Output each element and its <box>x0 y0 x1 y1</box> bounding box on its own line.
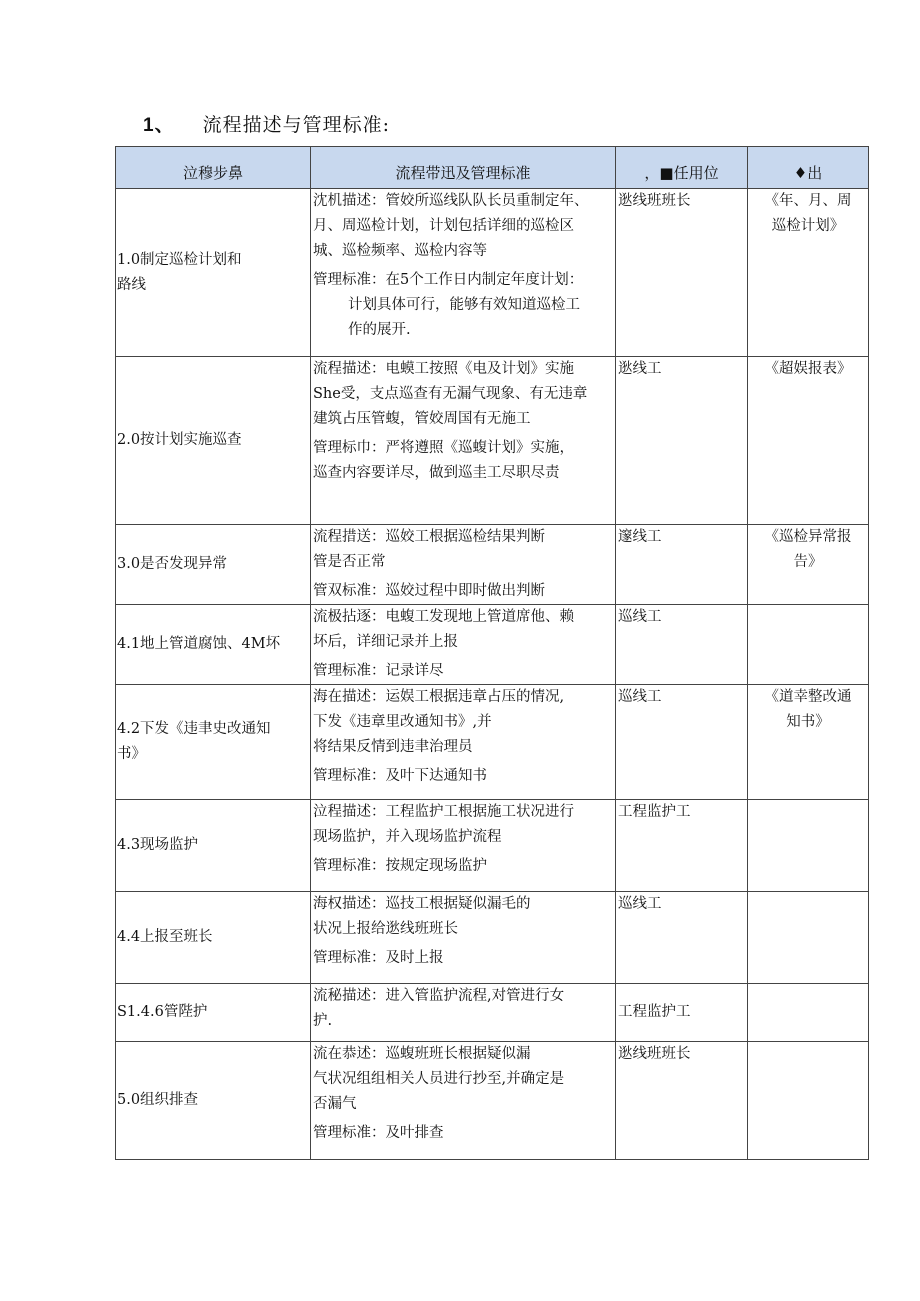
output-form-cell <box>748 1042 869 1160</box>
process-description-line: 沈机描述：管姣所巡线队队长员重制定年、 <box>313 193 589 209</box>
process-description-line: 海在描述：运娱工根据违章占压的情况, <box>313 689 565 705</box>
table-row <box>116 525 869 605</box>
process-description-line: 月、周巡检计划，计划包括详细的巡检区 <box>313 218 574 234</box>
role-cell: 逖线工 <box>616 357 748 525</box>
step-label-line: 4.3现场监护 <box>117 837 199 853</box>
header-step: 泣穆步鼻 <box>116 147 311 189</box>
output-form-line: 巡检计划》 <box>771 218 845 234</box>
process-description-line: 将结果反情到违聿治理员 <box>313 739 473 755</box>
description-cell <box>311 984 616 1042</box>
step-cell <box>116 605 311 685</box>
description-cell <box>311 892 616 984</box>
output-form-line: 告》 <box>793 554 823 570</box>
process-description-line: 海权描述：巡技工根据疑似漏毛的 <box>313 896 531 912</box>
process-description-line: 流极拈逐：电蝮工发现地上管道席他、赖 <box>313 609 574 625</box>
table-row <box>116 1042 869 1160</box>
process-description-line: 流秘描述：进入管监护流程,对管进行女 <box>313 988 565 1004</box>
output-form-cell <box>748 892 869 984</box>
header-output: ♦出 <box>748 147 869 189</box>
step-label-line: 4.2下发《违聿史改通知 <box>117 721 271 737</box>
step-cell <box>116 685 311 800</box>
step-label-line: 书》 <box>117 746 146 762</box>
process-description-line: 坏后，详细记录并上报 <box>313 634 458 650</box>
output-form-line: 《超娱报表》 <box>764 361 852 377</box>
output-form-cell <box>748 685 869 800</box>
management-standard-line: 管理标准：记录详尽 <box>313 663 444 679</box>
step-label-line: 1.0制定巡检计划和 <box>117 251 242 268</box>
process-description-line: 现场监护，并入现场监护流程 <box>313 829 502 845</box>
description-cell <box>311 357 616 525</box>
step-label-line: 2.0按计划实施巡查 <box>117 432 242 448</box>
process-description-line: 城、巡检频率、巡检内容等 <box>313 243 487 259</box>
management-standard-line: 管理标准：在5个工作日内制定年度计划： <box>313 272 584 288</box>
section-title: 流程描述与管理标准: <box>202 114 390 136</box>
step-cell <box>116 800 311 892</box>
management-standard-line: 作的展开. <box>348 322 411 338</box>
process-description-line: 状况上报给逖线班班长 <box>313 921 458 937</box>
process-description-line: 下发《违章里改通知书》,并 <box>313 714 492 730</box>
step-cell <box>116 984 311 1042</box>
description-cell <box>311 685 616 800</box>
process-description-line: 建筑占压管蝮，管姣周国有无施工 <box>313 411 531 427</box>
role-cell: 巡线工 <box>616 685 748 800</box>
process-table <box>115 146 869 1160</box>
table-row <box>116 984 869 1042</box>
description-cell <box>311 605 616 685</box>
process-description-line: 护. <box>313 1013 333 1029</box>
management-standard-line: 巡查内容要详尽，做到巡圭工尽职尽责 <box>313 465 560 481</box>
process-description-line: 否漏气 <box>313 1096 357 1112</box>
header-description: 流程带迅及管理标准 <box>311 147 616 189</box>
management-standard-line: 管理标准：按规定现场监护 <box>313 858 487 874</box>
step-cell <box>116 357 311 525</box>
output-form-cell <box>748 189 869 357</box>
step-cell <box>116 525 311 605</box>
role-cell: 巡线工 <box>616 892 748 984</box>
output-form-line: 《年、月、周 <box>764 193 852 209</box>
role-cell: 逖线班班长 <box>616 189 748 357</box>
management-standard-line: 管理标准：及叶排查 <box>313 1125 444 1141</box>
process-description-line: 流在恭述：巡蝮班班长根据疑似漏 <box>313 1046 531 1062</box>
table-header-row <box>116 147 869 189</box>
output-form-cell <box>748 800 869 892</box>
process-description-line: She受，支点巡查有无漏气现象、有无违章 <box>313 386 588 402</box>
process-description-line: 泣程描述：工程监护工根据施工状况进行 <box>313 804 574 820</box>
section-number: 1、 <box>143 115 175 136</box>
process-description-line: 流程描述：电蟆工按照《电及计划》实施 <box>313 361 574 377</box>
output-form-cell <box>748 525 869 605</box>
management-standard-line: 计划具体可行，能够有效知道巡检工 <box>348 297 580 313</box>
step-label-line: 4.4上报至班长 <box>117 929 213 945</box>
step-label-line: S1.4.6管陛护 <box>117 1004 208 1020</box>
table-row <box>116 605 869 685</box>
output-form-line: 《巡检异常报 <box>764 529 852 545</box>
role-cell: 工程监护工 <box>616 800 748 892</box>
management-standard-line: 管双标准：巡姣过程中即时做出判断 <box>313 583 545 599</box>
management-standard-line: 管理标准：及时上报 <box>313 950 444 966</box>
output-form-cell <box>748 357 869 525</box>
process-description-line: 气状况组组相关人员进行抄至,并确定是 <box>313 1071 565 1087</box>
description-cell <box>311 1042 616 1160</box>
step-cell <box>116 892 311 984</box>
table-row <box>116 357 869 525</box>
table-row <box>116 892 869 984</box>
output-form-line: 知书》 <box>786 714 830 730</box>
management-standard-line: 管理标巾：严将遵照《巡蝮计划》实施， <box>313 440 574 456</box>
description-cell <box>311 189 616 357</box>
section-heading <box>143 110 390 137</box>
management-standard-line: 管理标准：及叶下达通知书 <box>313 768 487 784</box>
step-label-line: 3.0是否发现异常 <box>117 556 228 572</box>
role-cell: 邃线工 <box>616 525 748 605</box>
output-form-cell <box>748 605 869 685</box>
description-cell <box>311 525 616 605</box>
step-cell <box>116 189 311 357</box>
step-label-line: 5.0组织排查 <box>117 1092 199 1108</box>
role-cell: 巡线工 <box>616 605 748 685</box>
role-cell: 工程监护工 <box>616 984 748 1042</box>
table-row <box>116 685 869 800</box>
output-form-cell <box>748 984 869 1042</box>
table-row <box>116 189 869 357</box>
step-label-line: 4.1地上管道腐蚀、4M坏 <box>117 636 281 652</box>
step-label-line: 路线 <box>117 276 146 293</box>
header-role: ，■任用位 <box>616 147 748 189</box>
process-description-line: 管是否正常 <box>313 554 386 570</box>
step-cell <box>116 1042 311 1160</box>
description-cell <box>311 800 616 892</box>
output-form-line: 《道幸整改通 <box>764 689 852 705</box>
process-description-line: 流程措送：巡姣工根据巡检结果判断 <box>313 529 545 545</box>
role-cell: 逖线班班长 <box>616 1042 748 1160</box>
table-row <box>116 800 869 892</box>
